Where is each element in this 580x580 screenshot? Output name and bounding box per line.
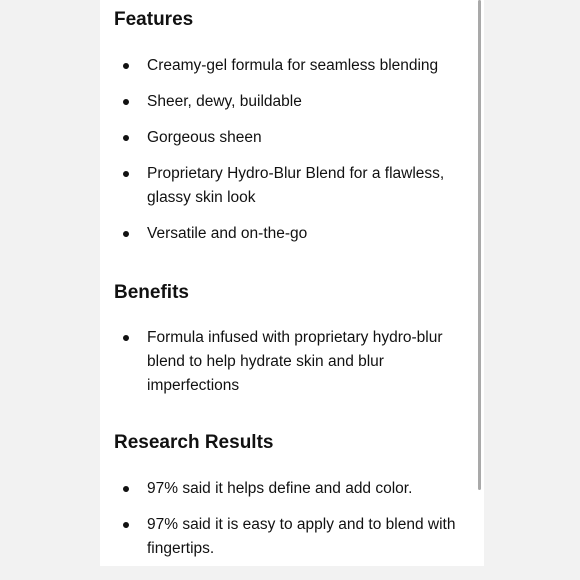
feature-text: Gorgeous sheen	[147, 129, 262, 146]
benefits-heading: Benefits	[114, 282, 189, 303]
benefits-list	[100, 326, 476, 410]
research-text: 97% said it is easy to apply and to blend with fingertips.	[147, 516, 456, 557]
list-item	[100, 54, 463, 78]
scrollbar-thumb[interactable]	[478, 0, 481, 490]
product-description-panel	[100, 0, 476, 566]
features-heading: Features	[114, 9, 194, 30]
list-item	[100, 222, 463, 246]
research-text: 97% said it helps define and add color.	[147, 480, 413, 497]
list-item	[100, 477, 463, 501]
feature-text: Sheer, dewy, buildable	[147, 93, 302, 110]
list-item	[100, 513, 463, 561]
list-item	[100, 126, 463, 150]
list-item	[100, 326, 463, 398]
list-item	[100, 162, 463, 210]
feature-text: Versatile and on-the-go	[147, 225, 308, 242]
list-item	[100, 90, 463, 114]
research-results-list	[100, 477, 476, 566]
feature-text: Creamy-gel formula for seamless blending	[147, 57, 439, 74]
benefit-text: Formula infused with proprietary hydro-blur blend to help hydrate skin and blur imperfections	[147, 329, 443, 394]
research-results-heading: Research Results	[114, 432, 274, 453]
features-list	[100, 54, 476, 258]
feature-text: Proprietary Hydro-Blur Blend for a flawless, glassy skin look	[147, 165, 445, 206]
